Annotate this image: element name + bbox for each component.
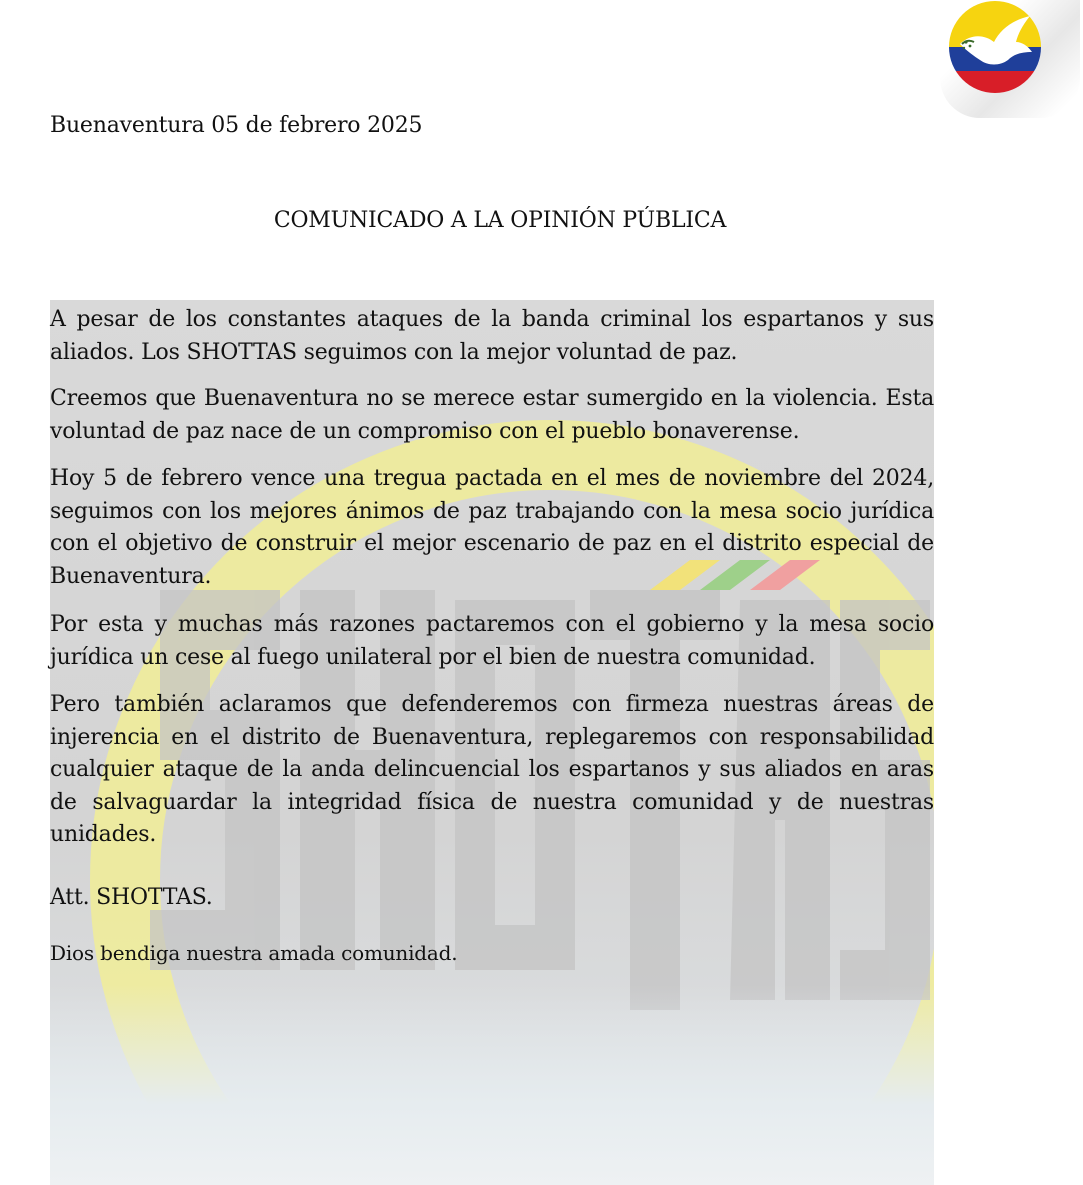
paragraph-2: Creemos que Buenaventura no se merece estar sumergido en la violencia. Esta voluntad de paz nace de un compromiso con el pueblo bonaverense. — [50, 386, 934, 444]
paragraph-5: Pero también aclaramos que defenderemos con firmeza nuestras áreas de injerencia en el distrito de Buenaventura, replegaremos con responsabilidad cualquier ataque de la anda delincuencial los espartanos y sus aliados en aras de salvaguardar la integridad física de nuestra comunidad y de nuestras unidades. — [50, 692, 934, 847]
page-title: COMUNICADO A LA OPINIÓN PÚBLICA — [273, 208, 727, 233]
date-line: Buenaventura 05 de febrero 2025 — [50, 113, 423, 138]
paragraph-4: Por esta y muchas más razones pactaremos con el gobierno y la mesa socio jurídica un cese al fuego unilateral por el bien de nuestra comunidad. — [50, 612, 934, 670]
colombia-flag-dove-icon — [948, 0, 1042, 94]
closing-line: Dios bendiga nuestra amada comunidad. — [50, 941, 458, 965]
watermark-sky — [50, 985, 934, 1185]
paragraph-3: Hoy 5 de febrero vence una tregua pactada en el mes de noviembre del 2024, seguimos con los mejores ánimos de paz trabajando con la mesa socio jurídica con el objetivo de construir el mejor escenario de paz en el distrito especial de Buenaventura. — [50, 466, 934, 589]
paragraph-1: A pesar de los constantes ataques de la banda criminal los espartanos y sus aliados. Los SHOTTAS seguimos con la mejor voluntad de paz. — [50, 307, 934, 365]
signature: Att. SHOTTAS. — [50, 885, 213, 910]
